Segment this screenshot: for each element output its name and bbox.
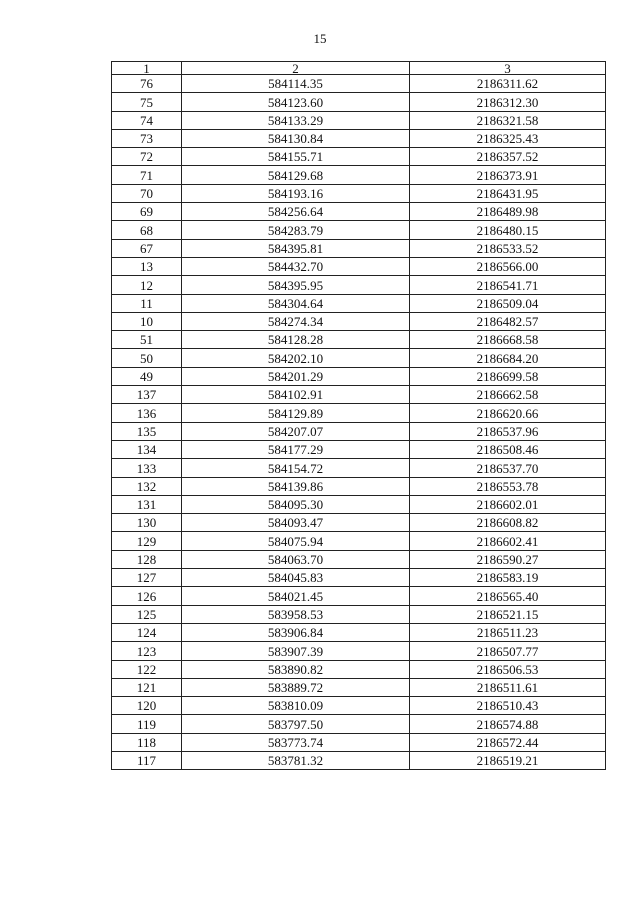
table-row <box>112 129 606 147</box>
y-coordinate-cell: 2186312.30 <box>410 93 606 111</box>
x-coordinate-cell: 584207.07 <box>182 422 410 440</box>
point-number-cell: 51 <box>112 331 182 349</box>
x-coordinate-cell: 584133.29 <box>182 111 410 129</box>
y-coordinate-cell: 2186583.19 <box>410 569 606 587</box>
table-row <box>112 697 606 715</box>
y-coordinate-cell: 2186602.01 <box>410 495 606 513</box>
y-coordinate-cell: 2186684.20 <box>410 349 606 367</box>
point-number-cell: 50 <box>112 349 182 367</box>
point-number-cell: 69 <box>112 203 182 221</box>
x-coordinate-cell: 584063.70 <box>182 550 410 568</box>
x-coordinate-cell: 584283.79 <box>182 221 410 239</box>
y-coordinate-cell: 2186480.15 <box>410 221 606 239</box>
table-row <box>112 312 606 330</box>
table-row <box>112 349 606 367</box>
point-number-cell: 49 <box>112 367 182 385</box>
table-row <box>112 459 606 477</box>
x-coordinate-cell: 583810.09 <box>182 697 410 715</box>
table-row <box>112 257 606 275</box>
x-coordinate-cell: 584129.68 <box>182 166 410 184</box>
table-row <box>112 678 606 696</box>
point-number-cell: 67 <box>112 239 182 257</box>
table-row <box>112 514 606 532</box>
y-coordinate-cell: 2186699.58 <box>410 367 606 385</box>
y-coordinate-cell: 2186533.52 <box>410 239 606 257</box>
y-coordinate-cell: 2186662.58 <box>410 386 606 404</box>
point-number-cell: 72 <box>112 148 182 166</box>
coordinates-table <box>111 61 606 770</box>
x-coordinate-cell: 584093.47 <box>182 514 410 532</box>
y-coordinate-cell: 2186373.91 <box>410 166 606 184</box>
table-row <box>112 660 606 678</box>
table-row <box>112 75 606 93</box>
table-row <box>112 642 606 660</box>
y-coordinate-cell: 2186506.53 <box>410 660 606 678</box>
x-coordinate-cell: 584274.34 <box>182 312 410 330</box>
y-coordinate-cell: 2186511.61 <box>410 678 606 696</box>
point-number-cell: 76 <box>112 75 182 93</box>
point-number-cell: 75 <box>112 93 182 111</box>
y-coordinate-cell: 2186482.57 <box>410 312 606 330</box>
y-coordinate-cell: 2186325.43 <box>410 129 606 147</box>
y-coordinate-cell: 2186510.43 <box>410 697 606 715</box>
x-coordinate-cell: 583890.82 <box>182 660 410 678</box>
point-number-cell: 126 <box>112 587 182 605</box>
y-coordinate-cell: 2186311.62 <box>410 75 606 93</box>
x-coordinate-cell: 584128.28 <box>182 331 410 349</box>
y-coordinate-cell: 2186590.27 <box>410 550 606 568</box>
x-coordinate-cell: 583906.84 <box>182 623 410 641</box>
point-number-cell: 133 <box>112 459 182 477</box>
y-coordinate-cell: 2186553.78 <box>410 477 606 495</box>
x-coordinate-cell: 583958.53 <box>182 605 410 623</box>
point-number-cell: 135 <box>112 422 182 440</box>
table-row <box>112 605 606 623</box>
x-coordinate-cell: 584201.29 <box>182 367 410 385</box>
point-number-cell: 132 <box>112 477 182 495</box>
x-coordinate-cell: 584130.84 <box>182 129 410 147</box>
table-row <box>112 386 606 404</box>
point-number-cell: 136 <box>112 404 182 422</box>
table-row <box>112 751 606 769</box>
table-row <box>112 148 606 166</box>
point-number-cell: 123 <box>112 642 182 660</box>
x-coordinate-cell: 584304.64 <box>182 294 410 312</box>
point-number-cell: 127 <box>112 569 182 587</box>
point-number-cell: 121 <box>112 678 182 696</box>
table-row <box>112 203 606 221</box>
x-coordinate-cell: 584139.86 <box>182 477 410 495</box>
y-coordinate-cell: 2186507.77 <box>410 642 606 660</box>
table-row <box>112 440 606 458</box>
table-row <box>112 111 606 129</box>
y-coordinate-cell: 2186357.52 <box>410 148 606 166</box>
y-coordinate-cell: 2186521.15 <box>410 605 606 623</box>
table-row <box>112 221 606 239</box>
point-number-cell: 118 <box>112 733 182 751</box>
x-coordinate-cell: 583907.39 <box>182 642 410 660</box>
x-coordinate-cell: 584102.91 <box>182 386 410 404</box>
y-coordinate-cell: 2186565.40 <box>410 587 606 605</box>
y-coordinate-cell: 2186572.44 <box>410 733 606 751</box>
y-coordinate-cell: 2186519.21 <box>410 751 606 769</box>
x-coordinate-cell: 583797.50 <box>182 715 410 733</box>
y-coordinate-cell: 2186537.70 <box>410 459 606 477</box>
y-coordinate-cell: 2186541.71 <box>410 276 606 294</box>
table-row <box>112 495 606 513</box>
x-coordinate-cell: 584021.45 <box>182 587 410 605</box>
y-coordinate-cell: 2186431.95 <box>410 184 606 202</box>
table-row <box>112 550 606 568</box>
y-coordinate-cell: 2186321.58 <box>410 111 606 129</box>
y-coordinate-cell: 2186511.23 <box>410 623 606 641</box>
table-row <box>112 715 606 733</box>
y-coordinate-cell: 2186574.88 <box>410 715 606 733</box>
point-number-cell: 131 <box>112 495 182 513</box>
table-row <box>112 166 606 184</box>
table-row <box>112 532 606 550</box>
column-header-3: 3 <box>410 62 606 75</box>
y-coordinate-cell: 2186668.58 <box>410 331 606 349</box>
point-number-cell: 74 <box>112 111 182 129</box>
x-coordinate-cell: 584129.89 <box>182 404 410 422</box>
point-number-cell: 120 <box>112 697 182 715</box>
table-body <box>112 62 606 770</box>
x-coordinate-cell: 584256.64 <box>182 203 410 221</box>
y-coordinate-cell: 2186489.98 <box>410 203 606 221</box>
column-header-1: 1 <box>112 62 182 75</box>
x-coordinate-cell: 584177.29 <box>182 440 410 458</box>
table-row <box>112 367 606 385</box>
y-coordinate-cell: 2186509.04 <box>410 294 606 312</box>
table-row <box>112 623 606 641</box>
point-number-cell: 134 <box>112 440 182 458</box>
x-coordinate-cell: 584395.95 <box>182 276 410 294</box>
column-header-2: 2 <box>182 62 410 75</box>
table-row <box>112 184 606 202</box>
point-number-cell: 117 <box>112 751 182 769</box>
x-coordinate-cell: 584432.70 <box>182 257 410 275</box>
point-number-cell: 137 <box>112 386 182 404</box>
page-number: 15 <box>313 31 327 46</box>
x-coordinate-cell: 583781.32 <box>182 751 410 769</box>
point-number-cell: 122 <box>112 660 182 678</box>
y-coordinate-cell: 2186620.66 <box>410 404 606 422</box>
x-coordinate-cell: 584202.10 <box>182 349 410 367</box>
point-number-cell: 129 <box>112 532 182 550</box>
point-number-cell: 12 <box>112 276 182 294</box>
y-coordinate-cell: 2186608.82 <box>410 514 606 532</box>
y-coordinate-cell: 2186508.46 <box>410 440 606 458</box>
table-row <box>112 404 606 422</box>
x-coordinate-cell: 584123.60 <box>182 93 410 111</box>
point-number-cell: 70 <box>112 184 182 202</box>
point-number-cell: 73 <box>112 129 182 147</box>
x-coordinate-cell: 584045.83 <box>182 569 410 587</box>
x-coordinate-cell: 584193.16 <box>182 184 410 202</box>
x-coordinate-cell: 584075.94 <box>182 532 410 550</box>
point-number-cell: 128 <box>112 550 182 568</box>
point-number-cell: 124 <box>112 623 182 641</box>
point-number-cell: 71 <box>112 166 182 184</box>
table-row <box>112 276 606 294</box>
x-coordinate-cell: 583773.74 <box>182 733 410 751</box>
point-number-cell: 130 <box>112 514 182 532</box>
table-row <box>112 93 606 111</box>
point-number-cell: 13 <box>112 257 182 275</box>
x-coordinate-cell: 584395.81 <box>182 239 410 257</box>
table-row <box>112 331 606 349</box>
table-row <box>112 239 606 257</box>
y-coordinate-cell: 2186566.00 <box>410 257 606 275</box>
x-coordinate-cell: 584114.35 <box>182 75 410 93</box>
point-number-cell: 11 <box>112 294 182 312</box>
x-coordinate-cell: 584155.71 <box>182 148 410 166</box>
point-number-cell: 119 <box>112 715 182 733</box>
table-row <box>112 587 606 605</box>
table-row <box>112 477 606 495</box>
x-coordinate-cell: 584095.30 <box>182 495 410 513</box>
x-coordinate-cell: 583889.72 <box>182 678 410 696</box>
table-row <box>112 733 606 751</box>
y-coordinate-cell: 2186602.41 <box>410 532 606 550</box>
table-row <box>112 294 606 312</box>
table-row <box>112 422 606 440</box>
table-row <box>112 569 606 587</box>
point-number-cell: 10 <box>112 312 182 330</box>
y-coordinate-cell: 2186537.96 <box>410 422 606 440</box>
x-coordinate-cell: 584154.72 <box>182 459 410 477</box>
point-number-cell: 68 <box>112 221 182 239</box>
point-number-cell: 125 <box>112 605 182 623</box>
table-header-row <box>112 62 606 75</box>
